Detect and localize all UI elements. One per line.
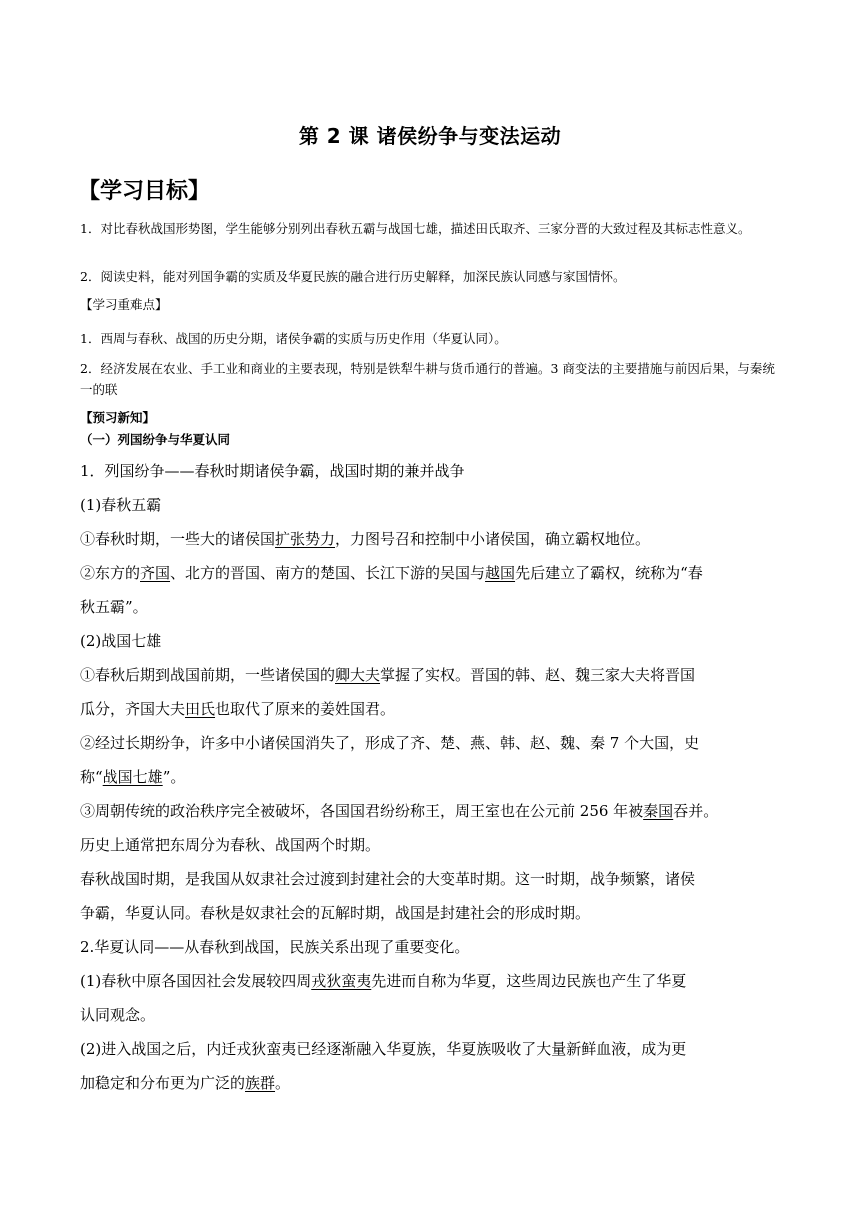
paragraph-line [80,664,695,685]
text-run: 先进而自称为华夏，这些周边民族也产生了华夏 [371,972,687,990]
paragraph-line [80,528,650,549]
section-heading-key-points: 【学习重难点】 [80,297,168,312]
text-run: ②东方的 [80,564,141,582]
section-heading-goals: 【学习目标】 [78,179,211,204]
paragraph-line: 2.华夏认同——从春秋到战国，民族关系出现了重要变化。 [80,938,470,956]
underlined-answer: 族群 [245,1074,276,1092]
key-point-1: 1．西周与春秋、战国的历史分期，诸侯争霸的实质与历史作用（华夏认同）。 [80,331,507,346]
paragraph-line: (2)进入战国之后，内迁戎狄蛮夷已经逐渐融入华夏族，华夏族吸收了大量新鲜血液，成为更 [80,1040,687,1058]
section-heading-preview: 【预习新知】 [80,410,156,425]
underlined-answer: 田氏 [185,700,216,718]
text-run: ”。 [162,768,186,786]
text-run: ，力图号召和控制中小诸侯国，确立霸权地位。 [335,530,651,548]
underlined-answer: 扩张势力 [275,530,336,548]
text-run: 掌握了实权。晋国的韩、赵、魏三家大夫将晋国 [380,666,696,684]
paragraph-line [80,800,718,821]
key-point-2: 2．经济发展在农业、手工业和商业的主要表现，特别是铁犁牛耕与货币通行的普遍。3 商变法的主要措施与前因后果，与秦统一的联 [80,361,775,397]
paragraph-line: (1)春秋五霸 [80,496,162,514]
underlined-answer: 齐国 [140,564,171,582]
underlined-answer: 秦国 [643,802,674,820]
lesson-title: 第 2 课 诸侯纷争与变法运动 [298,124,562,148]
text-run: (1)春秋中原各国因社会发展较四周 [80,972,312,990]
text-run: ①春秋时期，一些大的诸侯国 [80,530,276,548]
paragraph-line: 春秋战国时期，是我国从奴隶社会过渡到封建社会的大变革时期。这一时期，战争频繁，诸侯 [80,870,696,888]
text-run: 、北方的晋国、南方的楚国、长江下游的吴国与 [170,564,486,582]
goal-item-1: 1．对比春秋战国形势图，学生能够分别列出春秋五霸与战国七雄，描述田氏取齐、三家分晋的大致过程及其标志性意义。 [80,221,751,236]
paragraph-line [80,562,703,583]
paragraph-line [80,766,185,787]
paragraph-line [80,698,395,719]
text-run: 先后建立了霸权，统称为“春 [515,564,703,582]
text-run: 。 [275,1074,291,1092]
paragraph-line [80,1072,290,1093]
paragraph-line: 1．列国纷争——春秋时期诸侯争霸，战国时期的兼并战争 [80,462,465,480]
paragraph-line: 历史上通常把东周分为春秋、战国两个时期。 [80,836,381,854]
text-run: 加稳定和分布更为广泛的 [80,1074,246,1092]
underlined-answer: 卿大夫 [335,666,381,684]
text-run: 称“ [80,768,103,786]
paragraph-line [80,970,686,991]
goal-item-2: 2．阅读史料，能对列国争霸的实质及华夏民族的融合进行历史解释，加深民族认同感与家国情怀。 [80,269,626,284]
text-run: 也取代了原来的姜姓国君。 [215,700,396,718]
paragraph-line: 秋五霸”。 [80,598,148,616]
underlined-answer: 越国 [485,564,516,582]
text-run: ①春秋后期到战国前期，一些诸侯国的 [80,666,336,684]
paragraph-line: 认同观念。 [80,1006,156,1024]
paragraph-line: 争霸，华夏认同。春秋是奴隶社会的瓦解时期，战国是封建社会的形成时期。 [80,904,591,922]
paragraph-line: (2)战国七雄 [80,632,162,650]
text-run: 瓜分，齐国大夫 [80,700,186,718]
subsection-heading-1: （一）列国纷争与华夏认同 [80,432,231,447]
paragraph-line: ②经过长期纷争，许多中小诸侯国消失了，形成了齐、楚、燕、韩、赵、魏、秦 7 个大国，史 [80,734,700,752]
underlined-answer: 戎狄蛮夷 [311,972,372,990]
text-run: ③周朝传统的政治秩序完全被破坏，各国国君纷纷称王，周王室也在公元前 256 年被 [80,802,644,820]
underlined-answer: 战国七雄 [102,768,163,786]
text-run: 吞并。 [673,802,719,820]
